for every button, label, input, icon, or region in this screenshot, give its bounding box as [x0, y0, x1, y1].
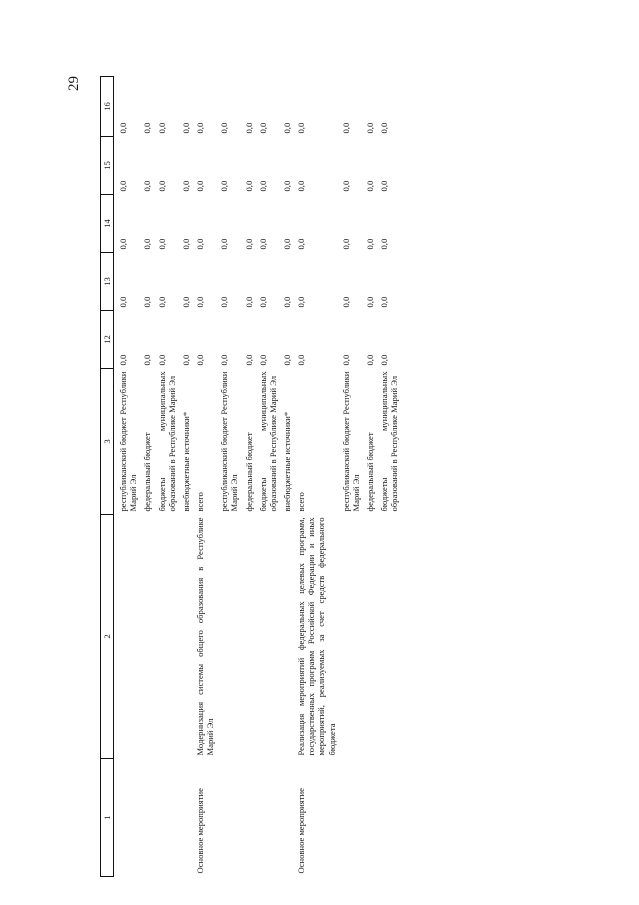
value-cell: 0,0: [257, 354, 268, 366]
table-header-cell: 14: [101, 195, 114, 253]
funding-source-cell: республиканский бюджет Республики Марий Эл: [118, 371, 139, 512]
activity-type-cell: [114, 759, 141, 877]
value-cell: 0,0: [156, 238, 167, 250]
value-cell: 0,0: [379, 180, 390, 192]
table-row: [363, 77, 377, 877]
activity-description-cell: [363, 515, 377, 759]
budget-table: [100, 76, 401, 877]
value-cell: 0,0: [243, 354, 254, 366]
value-cell: 0,0: [364, 238, 375, 250]
value-cell: 0,0: [118, 238, 129, 250]
value-cell: 0,0: [257, 296, 268, 308]
activity-type-cell: [339, 759, 363, 877]
value-cell: 0,0: [243, 180, 254, 192]
table-row: [256, 77, 280, 877]
value-cell: 0,0: [142, 180, 153, 192]
activity-description-cell: Модернизация системы общего образования в Республике Марий Эл: [194, 517, 216, 756]
value-cell: 0,0: [379, 238, 390, 250]
value-cell: 0,0: [340, 296, 351, 308]
value-cell: 0,0: [142, 122, 153, 134]
value-cell: 0,0: [281, 180, 292, 192]
value-cell: 0,0: [219, 296, 230, 308]
activity-description-cell: [155, 515, 179, 759]
funding-source-cell: бюджеты муниципальных образований в Республике Марий Эл: [257, 371, 278, 512]
table-row: [114, 77, 141, 877]
table-header-cell: 3: [101, 369, 114, 515]
activity-description-cell: [140, 515, 154, 759]
table-row: [294, 77, 339, 877]
table-row: [280, 77, 294, 877]
value-cell: 0,0: [180, 354, 191, 366]
value-cell: 0,0: [257, 122, 268, 134]
activity-description-cell: [114, 515, 141, 759]
value-cell: 0,0: [340, 180, 351, 192]
activity-description-cell: [242, 515, 256, 759]
activity-type-cell: [256, 759, 280, 877]
funding-source-cell: внебюджетные источники*: [180, 411, 191, 512]
activity-type-cell: [179, 759, 193, 877]
table-row: [339, 77, 363, 877]
page-number: 29: [66, 76, 82, 91]
value-cell: 0,0: [219, 238, 230, 250]
value-cell: 0,0: [194, 122, 205, 134]
table-row: [140, 77, 154, 877]
table-row: [179, 77, 193, 877]
value-cell: 0,0: [379, 354, 390, 366]
value-cell: 0,0: [379, 122, 390, 134]
value-cell: 0,0: [180, 180, 191, 192]
activity-description-cell: [256, 515, 280, 759]
activity-description-cell: [179, 515, 193, 759]
value-cell: 0,0: [281, 296, 292, 308]
table-row: [377, 77, 401, 877]
value-cell: 0,0: [142, 354, 153, 366]
activity-type-cell: [242, 759, 256, 877]
value-cell: 0,0: [180, 238, 191, 250]
value-cell: 0,0: [281, 122, 292, 134]
value-cell: 0,0: [194, 354, 205, 366]
value-cell: 0,0: [219, 180, 230, 192]
value-cell: 0,0: [194, 180, 205, 192]
activity-description-cell: [339, 515, 363, 759]
value-cell: 0,0: [340, 354, 351, 366]
value-cell: 0,0: [118, 122, 129, 134]
table-row: [193, 77, 217, 877]
value-cell: 0,0: [281, 238, 292, 250]
table-header-cell: 16: [101, 77, 114, 137]
value-cell: 0,0: [156, 122, 167, 134]
activity-type-cell: [280, 759, 294, 877]
value-cell: 0,0: [156, 180, 167, 192]
funding-source-cell: республиканский бюджет Республики Марий Эл: [219, 371, 240, 512]
value-cell: 0,0: [219, 122, 230, 134]
activity-type-cell: [155, 759, 179, 877]
funding-source-cell: республиканский бюджет Республики Марий Эл: [340, 371, 361, 512]
value-cell: 0,0: [243, 296, 254, 308]
value-cell: 0,0: [364, 180, 375, 192]
activity-type-cell: [377, 759, 401, 877]
activity-description-cell: [377, 515, 401, 759]
value-cell: 0,0: [180, 296, 191, 308]
value-cell: 0,0: [118, 354, 129, 366]
table-body: [114, 77, 402, 877]
value-cell: 0,0: [118, 296, 129, 308]
value-cell: 0,0: [281, 354, 292, 366]
value-cell: 0,0: [194, 238, 205, 250]
value-cell: 0,0: [142, 296, 153, 308]
value-cell: 0,0: [219, 354, 230, 366]
value-cell: 0,0: [296, 180, 307, 192]
table-header-cell: 2: [101, 515, 114, 759]
value-cell: 0,0: [257, 238, 268, 250]
table-header-cell: 12: [101, 311, 114, 369]
funding-source-cell: внебюджетные источники*: [281, 411, 292, 512]
value-cell: 0,0: [379, 296, 390, 308]
table-row: [242, 77, 256, 877]
value-cell: 0,0: [364, 354, 375, 366]
value-cell: 0,0: [296, 122, 307, 134]
value-cell: 0,0: [142, 238, 153, 250]
activity-description-cell: [280, 515, 294, 759]
value-cell: 0,0: [257, 180, 268, 192]
activity-description-cell: Реализация мероприятий федеральных целевых программ, государственных программ Российской Федерации и иных мероприятий, реализуемых за счет средств федерального бюджета: [296, 517, 337, 756]
value-cell: 0,0: [243, 122, 254, 134]
activity-type-cell: [363, 759, 377, 877]
activity-type-cell: Основное мероприятие: [194, 788, 205, 874]
table-header-row: [101, 77, 114, 877]
value-cell: 0,0: [243, 238, 254, 250]
value-cell: 0,0: [118, 180, 129, 192]
value-cell: 0,0: [340, 122, 351, 134]
funding-source-cell: федеральный бюджет: [364, 432, 375, 512]
value-cell: 0,0: [156, 296, 167, 308]
value-cell: 0,0: [156, 354, 167, 366]
table-header-cell: 13: [101, 253, 114, 311]
table-row: [217, 77, 241, 877]
funding-source-cell: бюджеты муниципальных образований в Республике Марий Эл: [379, 371, 400, 512]
table-row: [155, 77, 179, 877]
value-cell: 0,0: [296, 238, 307, 250]
funding-source-cell: всего: [194, 492, 205, 512]
value-cell: 0,0: [364, 296, 375, 308]
activity-type-cell: [140, 759, 154, 877]
value-cell: 0,0: [180, 122, 191, 134]
value-cell: 0,0: [296, 296, 307, 308]
value-cell: 0,0: [194, 296, 205, 308]
table-header-cell: 1: [101, 759, 114, 877]
activity-type-cell: [217, 759, 241, 877]
funding-source-cell: всего: [296, 492, 307, 512]
activity-description-cell: [217, 515, 241, 759]
value-cell: 0,0: [296, 354, 307, 366]
funding-source-cell: федеральный бюджет: [142, 432, 153, 512]
value-cell: 0,0: [364, 122, 375, 134]
value-cell: 0,0: [340, 238, 351, 250]
rotated-table-container: [100, 77, 570, 877]
funding-source-cell: федеральный бюджет: [243, 432, 254, 512]
table-header-cell: 15: [101, 137, 114, 195]
funding-source-cell: бюджеты муниципальных образований в Республике Марий Эл: [156, 371, 177, 512]
activity-type-cell: Основное мероприятие: [296, 788, 307, 874]
